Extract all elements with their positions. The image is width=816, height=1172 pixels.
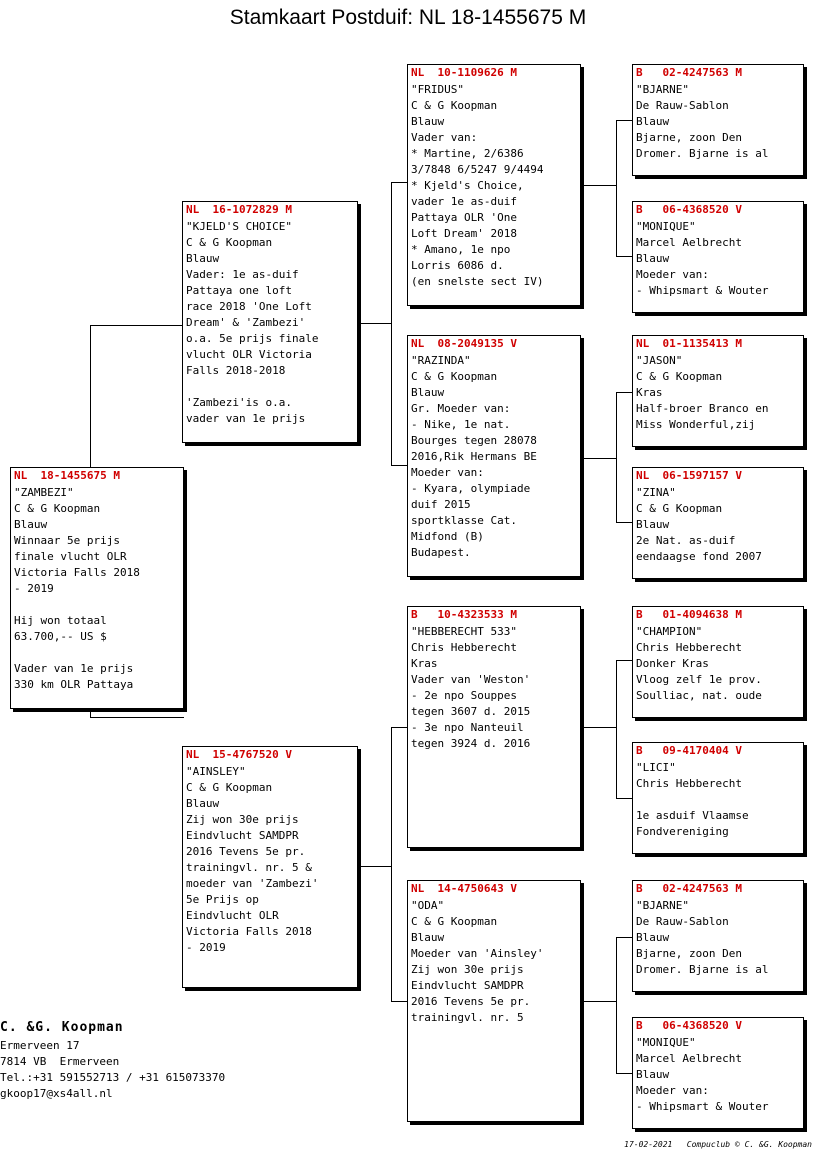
pigeon-detail-line: finale vlucht OLR (14, 550, 127, 563)
pigeon-detail-line: 63.700,-- US $ (14, 630, 107, 643)
connector-g8 (616, 1073, 633, 1074)
page-title: Stamkaart Postduif: NL 18-1455675 M (229, 6, 587, 29)
owner-name: C. &G. Koopman (0, 1020, 124, 1035)
pigeon-detail-line: Falls 2018-2018 (186, 364, 286, 377)
connector-dam (90, 717, 184, 718)
ring-number: B 02-4247563 M (636, 66, 742, 79)
pigeon-detail-line: Chris Hebberecht (636, 777, 742, 790)
pigeon-card-g6 (632, 742, 804, 854)
pigeon-card-sire (182, 201, 358, 443)
pigeon-name: "JASON" (636, 354, 683, 367)
pigeon-card-g7 (632, 880, 804, 992)
pigeon-detail-line: Chris Hebberecht (636, 641, 742, 654)
ring-number: B 01-4094638 M (636, 608, 742, 621)
pigeon-detail-line: De Rauw-Sablon (636, 99, 729, 112)
pigeon-detail-line: Blauw (411, 115, 445, 128)
pigeon-name: "FRIDUS" (411, 83, 464, 96)
ring-number: NL 14-4750643 V (411, 882, 517, 895)
pigeon-detail-line: * Amano, 1e npo (411, 243, 511, 256)
pigeon-detail-line: Marcel Aelbrecht (636, 236, 742, 249)
pigeon-detail-line: Blauw (636, 1068, 670, 1081)
pigeon-detail-line: Kras (411, 657, 438, 670)
pigeon-detail-line: - Kyara, olympiade (411, 482, 531, 495)
pigeon-detail-line: Vader van: (411, 131, 478, 144)
pigeon-detail-line: Blauw (636, 518, 670, 531)
connector-g12-mid (583, 185, 616, 186)
ring-number: B 06-4368520 V (636, 203, 742, 216)
pigeon-card-sire-sire (407, 64, 581, 306)
ring-number: NL 15-4767520 V (186, 748, 292, 761)
pigeon-card-dam (182, 746, 358, 988)
ring-number: NL 01-1135413 M (636, 337, 742, 350)
pigeon-detail-line: Bjarne, zoon Den (636, 131, 742, 144)
pigeon-name: "RAZINDA" (411, 354, 471, 367)
pigeon-detail-line: Eindvlucht SAMDPR (411, 979, 524, 992)
pigeon-detail-line: Miss Wonderful,zij (636, 418, 756, 431)
connector-g78-mid (583, 1001, 616, 1002)
pigeon-card-dam-sire (407, 606, 581, 848)
pigeon-detail-line: Hij won totaal (14, 614, 107, 627)
pigeon-detail-line: Pattaya OLR 'One (411, 211, 517, 224)
pigeon-detail-line: (en snelste sect IV) (411, 275, 544, 288)
connector-sire-sire (391, 182, 408, 183)
pigeon-detail-line: Zij won 30e prijs (411, 963, 524, 976)
pigeon-detail-line: C & G Koopman (186, 236, 273, 249)
pigeon-detail-line: Moeder van: (411, 466, 484, 479)
pigeon-detail-line (14, 645, 180, 661)
pigeon-detail-line: Kras (636, 386, 663, 399)
pigeon-detail-line: 'Zambezi'is o.a. (186, 396, 292, 409)
pigeon-card-g3 (632, 335, 804, 447)
pigeon-detail-line: 1e asduif Vlaamse (636, 809, 749, 822)
pigeon-detail-line: C & G Koopman (186, 781, 273, 794)
pigeon-detail-line (14, 597, 180, 613)
pigeon-detail-line: * Martine, 2/6386 (411, 147, 524, 160)
ring-number: NL 18-1455675 M (14, 469, 120, 482)
pigeon-detail-line: Loft Dream' 2018 (411, 227, 517, 240)
pigeon-detail-line: trainingvl. nr. 5 & (186, 861, 312, 874)
connector-g5 (616, 660, 633, 661)
pigeon-name: "MONIQUE" (636, 220, 696, 233)
pigeon-detail-line: Blauw (636, 931, 670, 944)
pigeon-detail-line: Donker Kras (636, 657, 709, 670)
pigeon-detail-line: moeder van 'Zambezi' (186, 877, 319, 890)
pigeon-detail-line: Soulliac, nat. oude (636, 689, 762, 702)
owner-block (0, 1018, 225, 1102)
pigeon-card-g2 (632, 201, 804, 313)
pigeon-detail-line: De Rauw-Sablon (636, 915, 729, 928)
connector-g78 (616, 937, 617, 1073)
pigeon-card-g8 (632, 1017, 804, 1129)
ring-number: NL 08-2049135 V (411, 337, 517, 350)
connector-dam-mid (358, 866, 391, 867)
pigeon-card-sire-dam (407, 335, 581, 577)
pigeon-detail-line: Chris Hebberecht (411, 641, 517, 654)
pigeon-detail-line: tegen 3607 d. 2015 (411, 705, 531, 718)
pigeon-detail-line: - Whipsmart & Wouter (636, 284, 769, 297)
connector-sire-mid (358, 323, 391, 324)
pigeon-detail-line: - 3e npo Nanteuil (411, 721, 524, 734)
pigeon-detail-line: Blauw (186, 252, 220, 265)
connector-g56 (616, 660, 617, 798)
pigeon-detail-line: Budapest. (411, 546, 471, 559)
pigeon-detail-line: Blauw (636, 115, 670, 128)
pigeon-detail-line: 2016 Tevens 5e pr. (186, 845, 306, 858)
pigeon-card-g1 (632, 64, 804, 176)
connector-g56-mid (583, 727, 616, 728)
pigeon-detail-line: C & G Koopman (636, 502, 723, 515)
connector-dam-parents (391, 727, 392, 1001)
pigeon-detail-line: C & G Koopman (411, 370, 498, 383)
connector-g3 (616, 392, 633, 393)
pigeon-detail-line: vader 1e as-duif (411, 195, 517, 208)
pigeon-detail-line: - 2019 (186, 941, 226, 954)
pigeon-detail-line: 2016,Rik Hermans BE (411, 450, 537, 463)
pigeon-card-subject (10, 467, 184, 709)
pigeon-detail-line: Moeder van 'Ainsley' (411, 947, 544, 960)
pigeon-detail-line: Gr. Moeder van: (411, 402, 511, 415)
pigeon-detail-line: Bourges tegen 28078 (411, 434, 537, 447)
connector-g34-mid (583, 458, 616, 459)
pigeon-detail-line: Moeder van: (636, 1084, 709, 1097)
owner-phone: Tel.:+31 591552713 / +31 615073370 (0, 1071, 226, 1084)
pigeon-detail-line (186, 379, 354, 395)
pigeon-detail-line: - 2019 (14, 582, 54, 595)
connector-g2 (616, 256, 633, 257)
pigeon-detail-line: race 2018 'One Loft (186, 300, 312, 313)
pigeon-detail-line: Moeder van: (636, 268, 709, 281)
pigeon-detail-line: vlucht OLR Victoria (186, 348, 312, 361)
connector-sire (90, 325, 184, 326)
pigeon-detail-line: Winnaar 5e prijs (14, 534, 120, 547)
footer-credit: 17-02-2021 Compuclub © C. &G. Koopman (624, 1140, 812, 1149)
pigeon-name: "ZINA" (636, 486, 676, 499)
pigeon-detail-line: - Whipsmart & Wouter (636, 1100, 769, 1113)
pigeon-detail-line: C & G Koopman (636, 370, 723, 383)
pigeon-name: "KJELD'S CHOICE" (186, 220, 292, 233)
pigeon-detail-line: Dromer. Bjarne is al (636, 147, 769, 160)
pigeon-detail-line: Eindvlucht OLR (186, 909, 279, 922)
pigeon-detail-line: 2016 Tevens 5e pr. (411, 995, 531, 1008)
connector-sire-parents (391, 182, 392, 465)
pigeon-detail-line: 2e Nat. as-duif (636, 534, 736, 547)
connector-g7 (616, 937, 633, 938)
pigeon-detail-line: C & G Koopman (411, 915, 498, 928)
pigeon-detail-line: Blauw (411, 386, 445, 399)
pigeon-detail-line: Half-broer Branco en (636, 402, 769, 415)
ring-number: B 10-4323533 M (411, 608, 517, 621)
pigeon-detail-line: Marcel Aelbrecht (636, 1052, 742, 1065)
owner-address-city: 7814 VB Ermerveen (0, 1055, 120, 1068)
connector-g4 (616, 522, 633, 523)
ring-number: B 02-4247563 M (636, 882, 742, 895)
ring-number: NL 06-1597157 V (636, 469, 742, 482)
pigeon-detail-line: 3/7848 6/5247 9/4494 (411, 163, 544, 176)
pigeon-detail-line: duif 2015 (411, 498, 471, 511)
pigeon-detail-line: - Nike, 1e nat. (411, 418, 511, 431)
ring-number: B 09-4170404 V (636, 744, 742, 757)
pigeon-detail-line: C & G Koopman (411, 99, 498, 112)
pigeon-detail-line: * Kjeld's Choice, (411, 179, 524, 192)
connector-g1 (616, 120, 633, 121)
pigeon-name: "MONIQUE" (636, 1036, 696, 1049)
pigeon-detail-line (636, 792, 800, 808)
pigeon-detail-line: Blauw (14, 518, 48, 531)
pigeon-card-g4 (632, 467, 804, 579)
pigeon-detail-line: Dromer. Bjarne is al (636, 963, 769, 976)
pigeon-detail-line: Zij won 30e prijs (186, 813, 299, 826)
pigeon-detail-line: Blauw (411, 931, 445, 944)
pigeon-name: "CHAMPION" (636, 625, 703, 638)
pigeon-detail-line: o.a. 5e prijs finale (186, 332, 319, 345)
connector-dam-sire (391, 727, 408, 728)
connector-g6 (616, 798, 633, 799)
pigeon-detail-line: Vader van 1e prijs (14, 662, 134, 675)
pigeon-detail-line: trainingvl. nr. 5 (411, 1011, 524, 1024)
pigeon-name: "ZAMBEZI" (14, 486, 74, 499)
pigeon-detail-line: Bjarne, zoon Den (636, 947, 742, 960)
pigeon-detail-line: 330 km OLR Pattaya (14, 678, 134, 691)
pigeon-detail-line: Lorris 6086 d. (411, 259, 504, 272)
ring-number: B 06-4368520 V (636, 1019, 742, 1032)
pigeon-detail-line: tegen 3924 d. 2016 (411, 737, 531, 750)
connector-dam-dam (391, 1001, 408, 1002)
connector-g34 (616, 392, 617, 522)
pigeon-detail-line: Midfond (B) (411, 530, 484, 543)
pigeon-detail-line: vader van 1e prijs (186, 412, 306, 425)
pigeon-name: "BJARNE" (636, 83, 689, 96)
pigeon-name: "LICI" (636, 761, 676, 774)
connector-sire-dam (391, 465, 408, 466)
owner-email: gkoop17@xs4all.nl (0, 1087, 113, 1100)
pigeon-detail-line: sportklasse Cat. (411, 514, 517, 527)
pigeon-detail-line: Vader van 'Weston' (411, 673, 531, 686)
owner-address-street: Ermerveen 17 (0, 1039, 80, 1052)
pigeon-detail-line: Blauw (186, 797, 220, 810)
pigeon-detail-line: Eindvlucht SAMDPR (186, 829, 299, 842)
pigeon-detail-line: Vader: 1e as-duif (186, 268, 299, 281)
pigeon-card-dam-dam (407, 880, 581, 1122)
pigeon-detail-line: Fondvereniging (636, 825, 729, 838)
pigeon-detail-line: C & G Koopman (14, 502, 101, 515)
pigeon-card-g5 (632, 606, 804, 718)
pigeon-detail-line: eendaagse fond 2007 (636, 550, 762, 563)
pigeon-detail-line: - 2e npo Souppes (411, 689, 517, 702)
pigeon-name: "BJARNE" (636, 899, 689, 912)
pigeon-detail-line: 5e Prijs op (186, 893, 259, 906)
pigeon-detail-line: Vloog zelf 1e prov. (636, 673, 762, 686)
pigeon-detail-line: Victoria Falls 2018 (186, 925, 312, 938)
pigeon-detail-line: Pattaya one loft (186, 284, 292, 297)
ring-number: NL 10-1109626 M (411, 66, 517, 79)
pigeon-detail-line: Victoria Falls 2018 (14, 566, 140, 579)
ring-number: NL 16-1072829 M (186, 203, 292, 216)
pigeon-name: "AINSLEY" (186, 765, 246, 778)
connector-g12 (616, 120, 617, 256)
pigeon-name: "HEBBERECHT 533" (411, 625, 517, 638)
pigeon-detail-line: Blauw (636, 252, 670, 265)
pigeon-detail-line: Dream' & 'Zambezi' (186, 316, 306, 329)
pigeon-name: "ODA" (411, 899, 445, 912)
